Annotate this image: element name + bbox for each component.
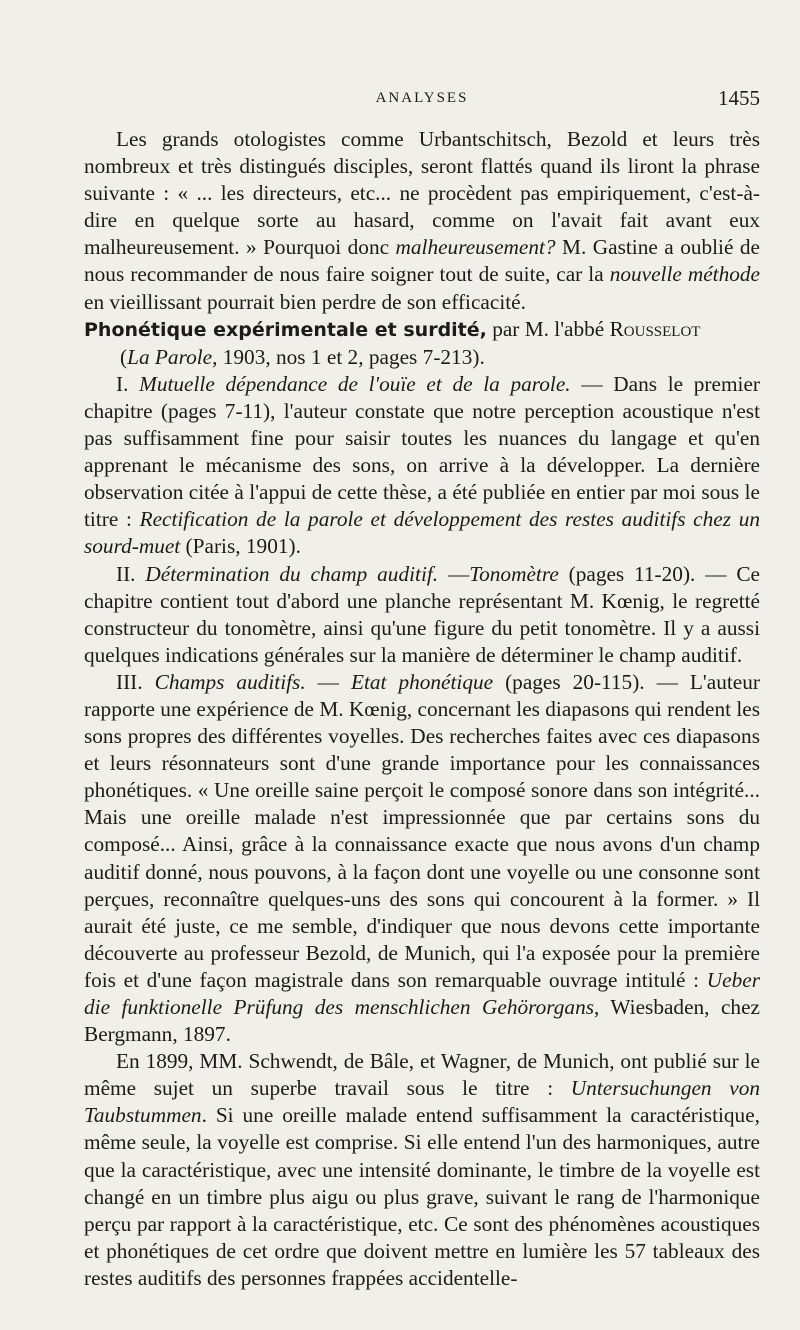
section-title: Champs auditifs. [154, 669, 306, 694]
section-3 [84, 669, 760, 1048]
text-run: (Paris, 1901). [180, 534, 301, 559]
section-title: Mutuelle dépendance de l'ouïe et de la parole. [139, 371, 571, 396]
section-subtitle: Etat phonétique [350, 669, 494, 694]
text-run: . Si une oreille malade entend suffisamment la caractéristique, même seule, la voyelle est comprise. Si elle entend l'un des harmoniques, autre que la caractéristique, avec une intensité dominante, le timbre de la voyelle est changé en un timbre plus aigu ou plus grave, suivant le rang de l'harmonique perçu par rapport à la caractéristique, etc. Ce sont des phénomènes acoustiques et phonétiques de cet ordre que doivent mettre en lumière les 57 tableaux des restes auditifs des personnes frappées accidentelle- [84, 1103, 760, 1290]
paragraph-intro [84, 126, 760, 316]
text-run: Les grands otologistes comme Urbantschitsch, Bezold et leurs très nombreux et très distingués disciples, seront flattés quand ils liront la phrase suivante : « ... les directeurs, etc... ne procèdent pas empiriquement, c'est-à-dire en quelque sorte au hasard, comme on l'avait fait avant eux malheureusement. » Pourquoi donc [84, 127, 760, 260]
article-author: Rousselot [609, 316, 701, 341]
section-subtitle: Tonomètre [469, 561, 559, 586]
text-run: , Wiesbaden, chez Bergmann, 1897. [84, 995, 760, 1047]
cited-title: Rectification de la parole et développement des restes auditifs chez un sourd-muet [84, 507, 760, 559]
paragraph-schwendt [84, 1048, 760, 1292]
section-number: I. [116, 371, 140, 396]
text-run: — [438, 561, 470, 586]
running-header [84, 84, 760, 114]
text-run: M. Gastine a oublié de nous recommander de nous faire soigner tout de suite, car la [84, 235, 760, 287]
section-title: Détermination du champ auditif. [145, 561, 439, 586]
cited-title: Untersuchungen von Taubstummen [84, 1076, 760, 1128]
running-title: ANALYSES [375, 90, 469, 106]
text-run: (pages 20-115). — L'auteur rapporte une expérience de M. Kœnig, concernant les diapasons qui rendent les sons propres des différentes voyelles. Des recherches faites avec ces diapasons et leurs résonnateurs sont d'une grande importance pour les connaissances phonétiques. « Une oreille saine perçoit le composé sonore dans son intégrité... Mais une oreille malade n'est impressionnée que par certains sons du composé... Ainsi, grâce à la connaissance exacte que nous avons d'un champ auditif donné, nous pouvons, à la façon dont une voyelle ou une consonne sont perçues, reconnaître quelques-uns des sons qui concourent à la former. » Il aurait été juste, ce me semble, d'indiquer que nous devons cette importante découverte au professeur Bezold, de Munich, qui l'a exposée pour la première fois et d'une façon magistrale dans son remarquable ouvrage intitulé : [84, 669, 760, 992]
text-run: — [305, 669, 351, 694]
body-text [84, 126, 760, 1292]
section-number: II. [116, 561, 146, 586]
section-1 [84, 371, 760, 561]
text-run: (pages 11-20). — Ce chapitre contient tout d'abord une planche représentant M. Kœnig, le regretté constructeur du tonomètre, ainsi qu'une figure du petit tonomètre. Il y a aussi quelques indications générales sur la manière de déterminer le champ auditif. [84, 561, 760, 667]
text-run: En 1899, MM. Schwendt, de Bâle, et Wagner, de Munich, ont publié sur le même sujet un superbe travail sous le titre : [84, 1049, 760, 1101]
article-source: (La Parole, 1903, nos 1 et 2, pages 7-213). [120, 344, 485, 369]
italic-run: malheureusement? [395, 235, 556, 260]
section-number: III. [116, 669, 155, 694]
italic-run: nouvelle méthode [609, 262, 760, 287]
cited-title: Ueber die funktionelle Prüfung des menschlichen Gehörorgans [84, 967, 760, 1019]
page-number: 1455 [718, 86, 760, 110]
text-run: — Dans le premier chapitre (pages 7-11), l'auteur constate que notre perception acoustique n'est pas suffisamment fine pour saisir toutes les nuances du langage et qu'en apprenant le mécanisme des sons, on arrive à la développer. La dernière observation citée à l'appui de cette thèse, a été publiée en entier par moi sous le titre : [84, 371, 760, 532]
source-details: , 1903, nos 1 et 2, pages 7-213). [212, 344, 485, 369]
text-run: par M. l'abbé [486, 316, 610, 341]
article-heading [84, 316, 760, 344]
text-run: en vieillissant pourrait bien perdre de son efficacité. [84, 289, 526, 314]
article-title: Phonétique expérimentale et surdité, [84, 318, 487, 341]
source-journal: La Parole [127, 344, 213, 369]
section-2 [84, 561, 760, 669]
